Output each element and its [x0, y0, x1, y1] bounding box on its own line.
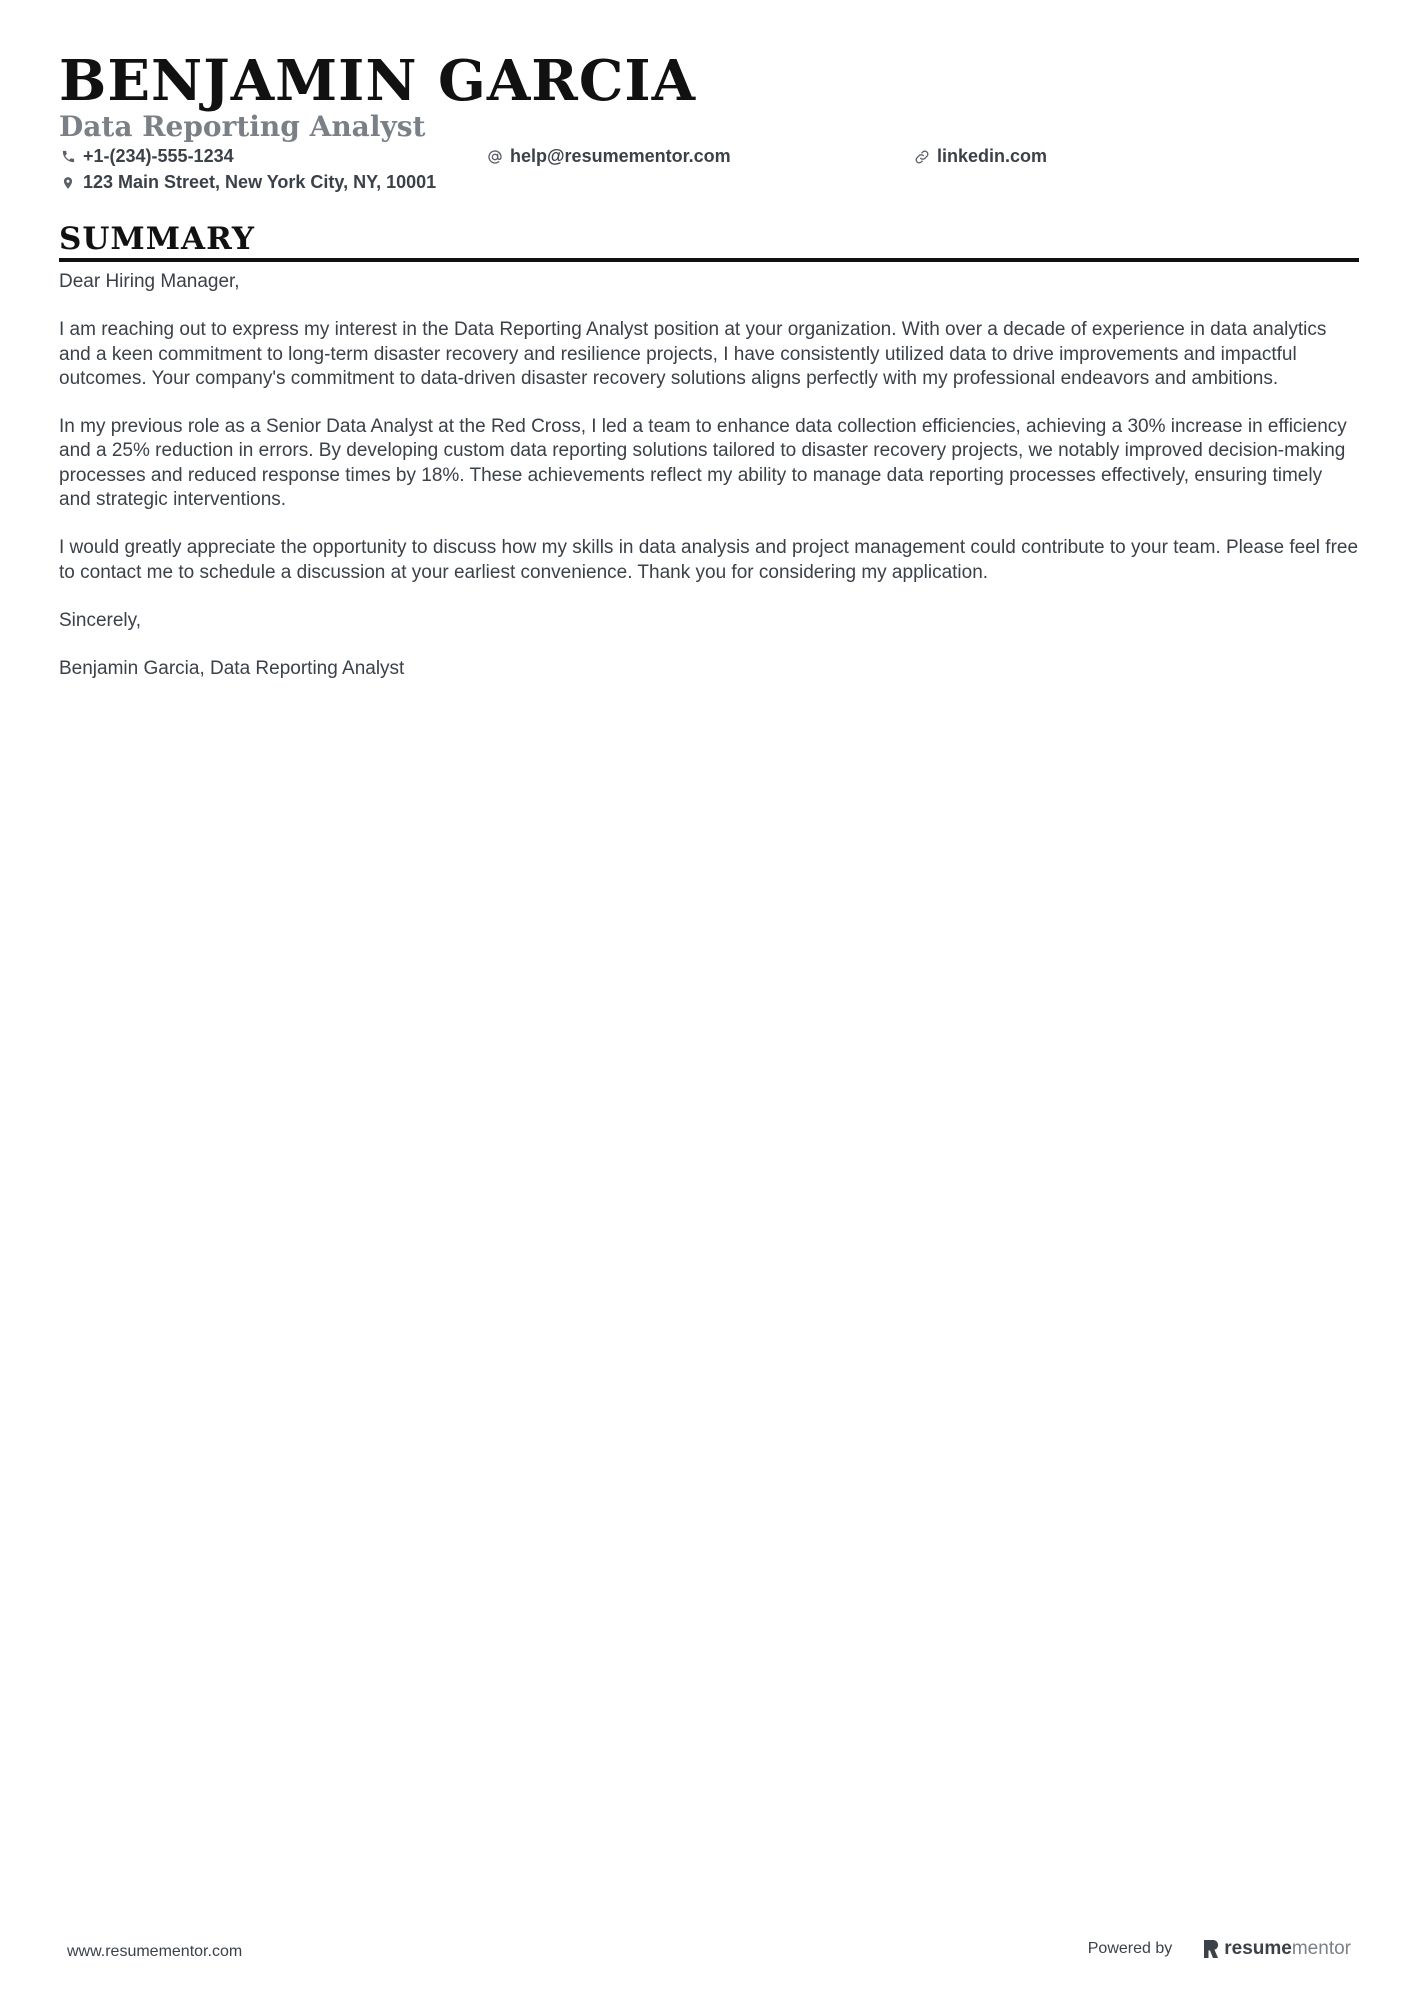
powered-by-label: Powered by [1087, 1940, 1173, 1957]
phone-text: +1-(234)-555-1234 [83, 146, 234, 166]
candidate-name: BENJAMIN GARCIA [59, 48, 697, 114]
link-icon [913, 148, 931, 166]
job-title: Data Reporting Analyst [59, 110, 426, 143]
salutation: Dear Hiring Manager, [59, 271, 240, 292]
at-icon [486, 148, 504, 166]
signature: Benjamin Garcia, Data Reporting Analyst [59, 658, 405, 680]
brand-text-resume: resume [1224, 1938, 1292, 1959]
resumementor-logo[interactable] [1202, 1938, 1351, 1960]
phone-icon [59, 148, 77, 166]
contact-row-2 [59, 172, 1359, 198]
resumementor-logo-icon [1202, 1938, 1220, 1960]
footer-branding [1088, 1938, 1351, 1960]
letter-paragraph-3: I would greatly appreciate the opportunity to discuss how my skills in data analysis and project management could contribute to your team. Please feel free to contact me to schedule a discussion at your earliest convenience. Thank you for considering my application. [59, 537, 1359, 583]
letter-paragraph-2: In my previous role as a Senior Data Analyst at the Red Cross, I led a team to enhance data collection efficiencies, achieving a 30% increase in efficiency and a 25% reduction in errors. By developing custom data reporting solutions tailored to disaster recovery projects, we notably improved decision-making processes and reduced response times by 18%. These achievements reflect my ability to manage data reporting processes effectively, ensuring timely and strategic interventions. [59, 416, 1347, 511]
contact-row-1 [59, 146, 1359, 172]
header [59, 48, 1359, 198]
address-contact [59, 172, 436, 193]
section-title-summary: SUMMARY [59, 220, 1359, 262]
website-contact[interactable] [913, 146, 1047, 167]
letter-paragraph-1: I am reaching out to express my interest in the Data Reporting Analyst position at your organization. With over a decade of experience in data analytics and a keen commitment to long-term disaster recovery and resilience projects, I have consistently utilized data to drive improvements and impactful outcomes. Your company's commitment to data-driven disaster recovery solutions aligns perfectly with my professional endeavors and ambitions. [59, 319, 1327, 389]
cover-letter-body [59, 270, 1359, 706]
phone-contact[interactable] [59, 146, 234, 167]
location-pin-icon [59, 174, 77, 192]
address-text: 123 Main Street, New York City, NY, 10001 [83, 172, 437, 192]
email-contact[interactable] [486, 146, 731, 167]
closing: Sincerely, [59, 609, 142, 631]
email-text: help@resumementor.com [510, 146, 731, 166]
brand-text-mentor: mentor [1291, 1938, 1351, 1959]
website-text: linkedin.com [937, 146, 1048, 166]
footer-website-link[interactable]: www.resumementor.com [67, 1943, 243, 1960]
